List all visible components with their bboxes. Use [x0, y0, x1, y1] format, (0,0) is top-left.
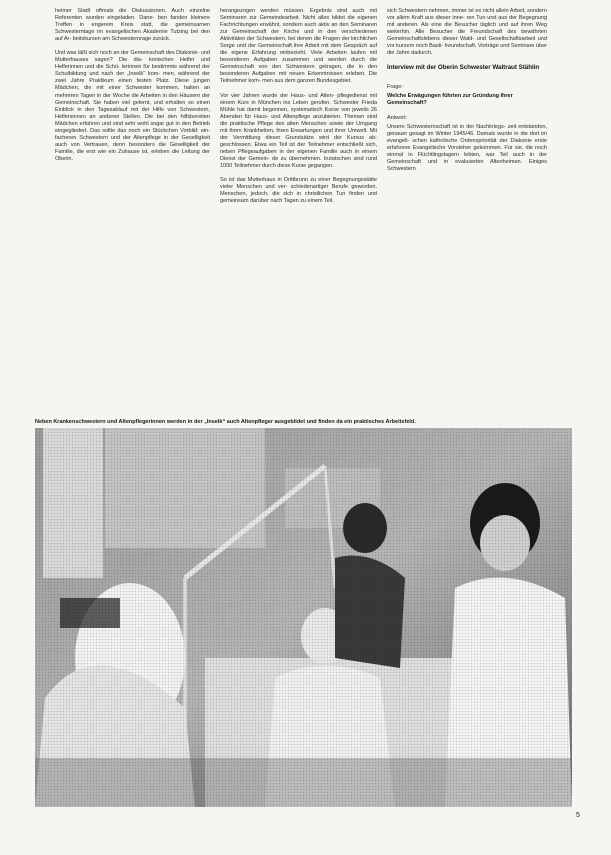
question-label: Frage:	[387, 83, 403, 90]
interview-answer: Unsere Schwesternschaft ist in der Nachkriegs- zeit entstanden, genauer gesagt im Winter 1945/46. Damals wurde in die dort im evangeli- schen katholische Ordenspriorität der Diakonie erste erfahrene Evangelische Vorsteher gekommen. Für sie, die noch einmal in Flüchtlingslagern lebten, war Teil auch in der Gemeinschaft und in evakuierten Altenheimen. Einiges Schwestern	[387, 124, 547, 173]
page-number: 5	[576, 812, 580, 819]
photo	[35, 428, 572, 807]
text-column-2	[220, 8, 377, 212]
paragraph: sich Schwestern nehmen, immer ist es nicht allein Arbeit, sondern vor allem Kraft aus dieser inne- ren Tun und aus der Begegnung mit anderen. Als eine die Besucher täglich und auf ihren Weg weiterhin. Alle Besucher die Freundschaft des bewährten Gemeinschaftslebens dieser Wald- und Gesellschaftsarbeit und vor kurzem noch Basti- freundschaft, Vorträge und Seminare über die Jahre dadurch.	[387, 8, 547, 57]
paragraph: Vor vier Jahren wurde der Haus- und Alten- pflegedienst mit einem Kurs in München ins Leben gerufen. Schwester Frieda Mühle hat damit begonnen, systematisch Kurse von jeweils 26 Abenden für Haus- und Altenpflege anzubieten. Themen sind die praktische Pflege des alten Menschen sowie der Umgang mit ihren Krankheiten, ihren Erwartungen und ihrer Umwelt. Mit der Vermittlung dieser Grundsätze wird der Kursus ab- geschlossen. Etwa ein Teil ist der Teilnehmer entschließt sich, neben Pflegeaufgaben in der eigenen Familie auch in einem Dienst der Gemein- de zu übernehmen. Inzwischen sind rund 1000 Teilnehmer durch diese Kurse gegangen.	[220, 92, 377, 169]
paragraph: heimer Stadt oftmals die Diskussionen. Auch einzelne Referenten wurden eingeladen. Dane- ben fanden kleinere Treffen in engerem Kreis statt, die gemeinsamen Schwesterntage im evangelischen Akademie Tutzing bei den auf Ar- beitskursen am Schwesternrage zurück.	[55, 8, 210, 43]
paragraph: So ist das Mutterhaus in Drittbrunn zu einer Begegnungsstätte vieler Menschen und ver- schiedenartiger Berufe geworden. Menschen, jedoch, die sich in christlichen Tun finden und gemeinsam darüber nach Tagen zu einem Teil.	[220, 177, 377, 205]
interview-question: Welche Erwägungen führten zur Gründung Ihrer Gemeinschaft?	[387, 92, 513, 107]
answer-label: Antwort:	[387, 115, 408, 122]
photo-illustration	[35, 428, 572, 807]
paragraph: Und was läßt sich noch an der Gemeinschaft des Diakonie- und Mutterhauses sagen? Die dia- konischen Helfer und Helferinnen und die Schü- lerinnen für bestimmte während der Schulbildung und nach der „Inselk“ kom- men, während der zwei Jahre Praktikum einen festen Platz. Diese jungen Mädchen, die mit einer Schwester kommen, halten an mehreren Tagen in der Woche die Arbeiten in den Häusern der Gemeinschaft. Sie haben viel gelernt, und erhalten so einen Einblick in den Tagesablauf mit der Hilfe von Schwestern, Helfersinnen an anderen Stellen. Die bei den hilfsbereiten Mädchen erfahren und sind sehr wohl sogar gut in den Betrieb eingegliedert. Das sollte das noch ein Stückchen Vorbild: ein- facheren Schwestern und der Altenpflege in der Geselligkeit auch von Vertrauen, denn besonders die Geselligkeit der Familie, die erst wie ein Zuhause ist, erleben die Leitung der Oberin.	[55, 50, 210, 162]
figure-caption: Neben Krankenschwestern und Altenpflegerinnen werden in der „Inselk“ auch Altenpfleger ausgebildet und finden da ein praktisches Arbeitsfeld.	[35, 419, 416, 425]
interview-heading: Interview mit der Oberin Schwester Waltraut Stählin	[387, 64, 540, 72]
figure	[35, 418, 572, 807]
text-column-3	[387, 8, 547, 180]
text-column-1	[55, 8, 210, 170]
paragraph: herangezogen werden müssen. Ergebnis sind auch mit Seminaren zur Gemeindearbeit. Nicht alles bildet die eigenen Fachrichtungen erwähnt, sondern auch aktiv an den Seminaren zur Gemeinschaft der Kirche und in den verschiedenen Aktivitäten der Schwestern, bei denen die Fragen der kirchlichen Sorge und der Gemeinschaft ihre Arbeit mit dem Gespräch auf die eigene Erfahrung einbezieht. Viele Arbeiten laufen mit besonderen Aufgaben zusammen und werden durch die Gemeinschaft von den Schwestern getragen, die in den besonderen Aufgaben mit neuen Erkenntnissen erleben. Die Teilnehmer kom- men aus dem ganzen Bundesgebiet.	[220, 8, 377, 85]
